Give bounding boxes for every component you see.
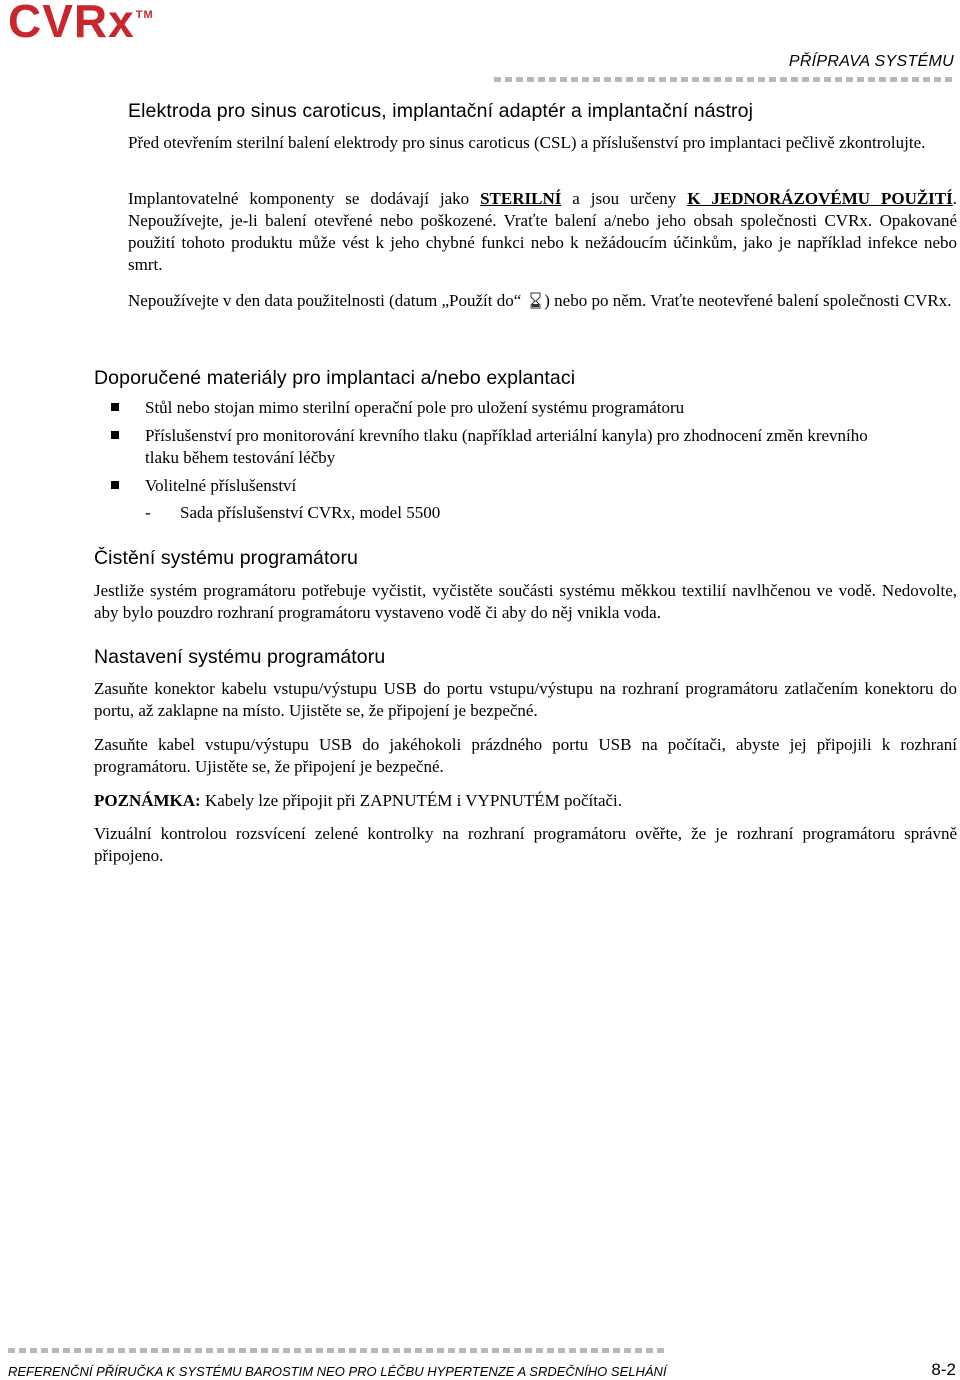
heading-setup: Nastavení systému programátoru	[94, 646, 386, 668]
footer-divider	[8, 1348, 668, 1353]
text-segment: ) nebo po něm. Vraťte neotevřené balení společnosti CVRx.	[544, 291, 952, 310]
bullet-icon	[111, 403, 119, 411]
paragraph-usb: Zasuňte kabel vstupu/výstupu USB do jakéhokoli prázdného portu USB na počítači, abyste jej připojili k rozhraní programátoru. Ujistěte se, že připojení je bezpečné.	[94, 735, 957, 776]
note-text: Kabely lze připojit při ZAPNUTÉM i VYPNUTÉM počítači.	[200, 791, 623, 810]
text-segment: Implantovatelné komponenty se dodávají jako	[128, 189, 481, 208]
section-header: PŘÍPRAVA SYSTÉMU	[788, 53, 954, 70]
paragraph-connector: Zasuňte konektor kabelu vstupu/výstupu USB do portu vstupu/výstupu na rozhraní programátoru zatlačením konektoru do portu, až zaklapne na místo. Ujistěte se, že připojení je bezpečné.	[94, 679, 957, 720]
paragraph-sterile	[128, 188, 957, 276]
sub-list-item: Sada příslušenství CVRx, model 5500	[180, 503, 441, 522]
text-segment: . Nepoužívejte, je-li balení otevřené nebo poškozené. Vraťte balení a/nebo jeho obsah společnosti CVRx. Opakované použití tohoto produktu může vést k jeho chybné funkci nebo k nežádoucím účinkům, jako je například infekce nebo smrt.	[128, 189, 958, 274]
header-divider	[494, 77, 956, 82]
paragraph-expiry	[128, 289, 957, 312]
paragraph-verify: Vizuální kontrolou rozsvícení zelené kontrolky na rozhraní programátoru ověřte, že je rozhraní programátoru správně připojeno.	[94, 824, 957, 865]
text-segment: a jsou určeny	[561, 189, 688, 208]
single-use-label: K JEDNORÁZOVÉMU POUŽITÍ	[687, 189, 953, 208]
hourglass-expiry-icon	[529, 292, 542, 309]
company-logo	[8, 0, 154, 47]
heading-materials: Doporučené materiály pro implantaci a/nebo explantaci	[94, 367, 576, 389]
page-number: 8-2	[931, 1360, 956, 1379]
bullet-icon	[111, 481, 119, 489]
sub-list-dash: -	[145, 503, 151, 522]
heading-cleaning: Čistění systému programátoru	[94, 547, 358, 569]
paragraph-inspect: Před otevřením sterilní balení elektrody pro sinus caroticus (CSL) a příslušenství pro implantaci pečlivě zkontrolujte.	[128, 133, 926, 152]
footer-title: REFERENČNÍ PŘÍRUČKA K SYSTÉMU BAROSTIM NEO PRO LÉČBU HYPERTENZE A SRDEČNÍHO SELHÁNÍ	[8, 1364, 667, 1379]
list-item: Příslušenství pro monitorování krevního tlaku (například arteriální kanyla) pro zhodnocení změn krevního tlaku během testování léčby	[145, 426, 868, 467]
text-segment: Nepoužívejte v den data použitelnosti (datum „Použít do“	[128, 291, 522, 310]
sterile-label: STERILNÍ	[480, 189, 562, 208]
note-label: POZNÁMKA:	[94, 791, 201, 810]
list-item: Volitelné příslušenství	[145, 476, 297, 495]
note-paragraph	[94, 790, 957, 812]
heading-electrode: Elektroda pro sinus caroticus, implantační adaptér a implantační nástroj	[128, 100, 754, 122]
list-item: Stůl nebo stojan mimo sterilní operační pole pro uložení systému programátoru	[145, 398, 685, 417]
logo-text: CVRx	[8, 0, 135, 47]
logo-trademark: TM	[135, 9, 154, 21]
bullet-icon	[111, 431, 119, 439]
paragraph-cleaning: Jestliže systém programátoru potřebuje vyčistit, vyčistěte součásti systému měkkou textilií navlhčenou ve vodě. Nedovolte, aby bylo pouzdro rozhraní programátoru vystaveno vodě či aby do něj vnikla voda.	[94, 581, 957, 622]
